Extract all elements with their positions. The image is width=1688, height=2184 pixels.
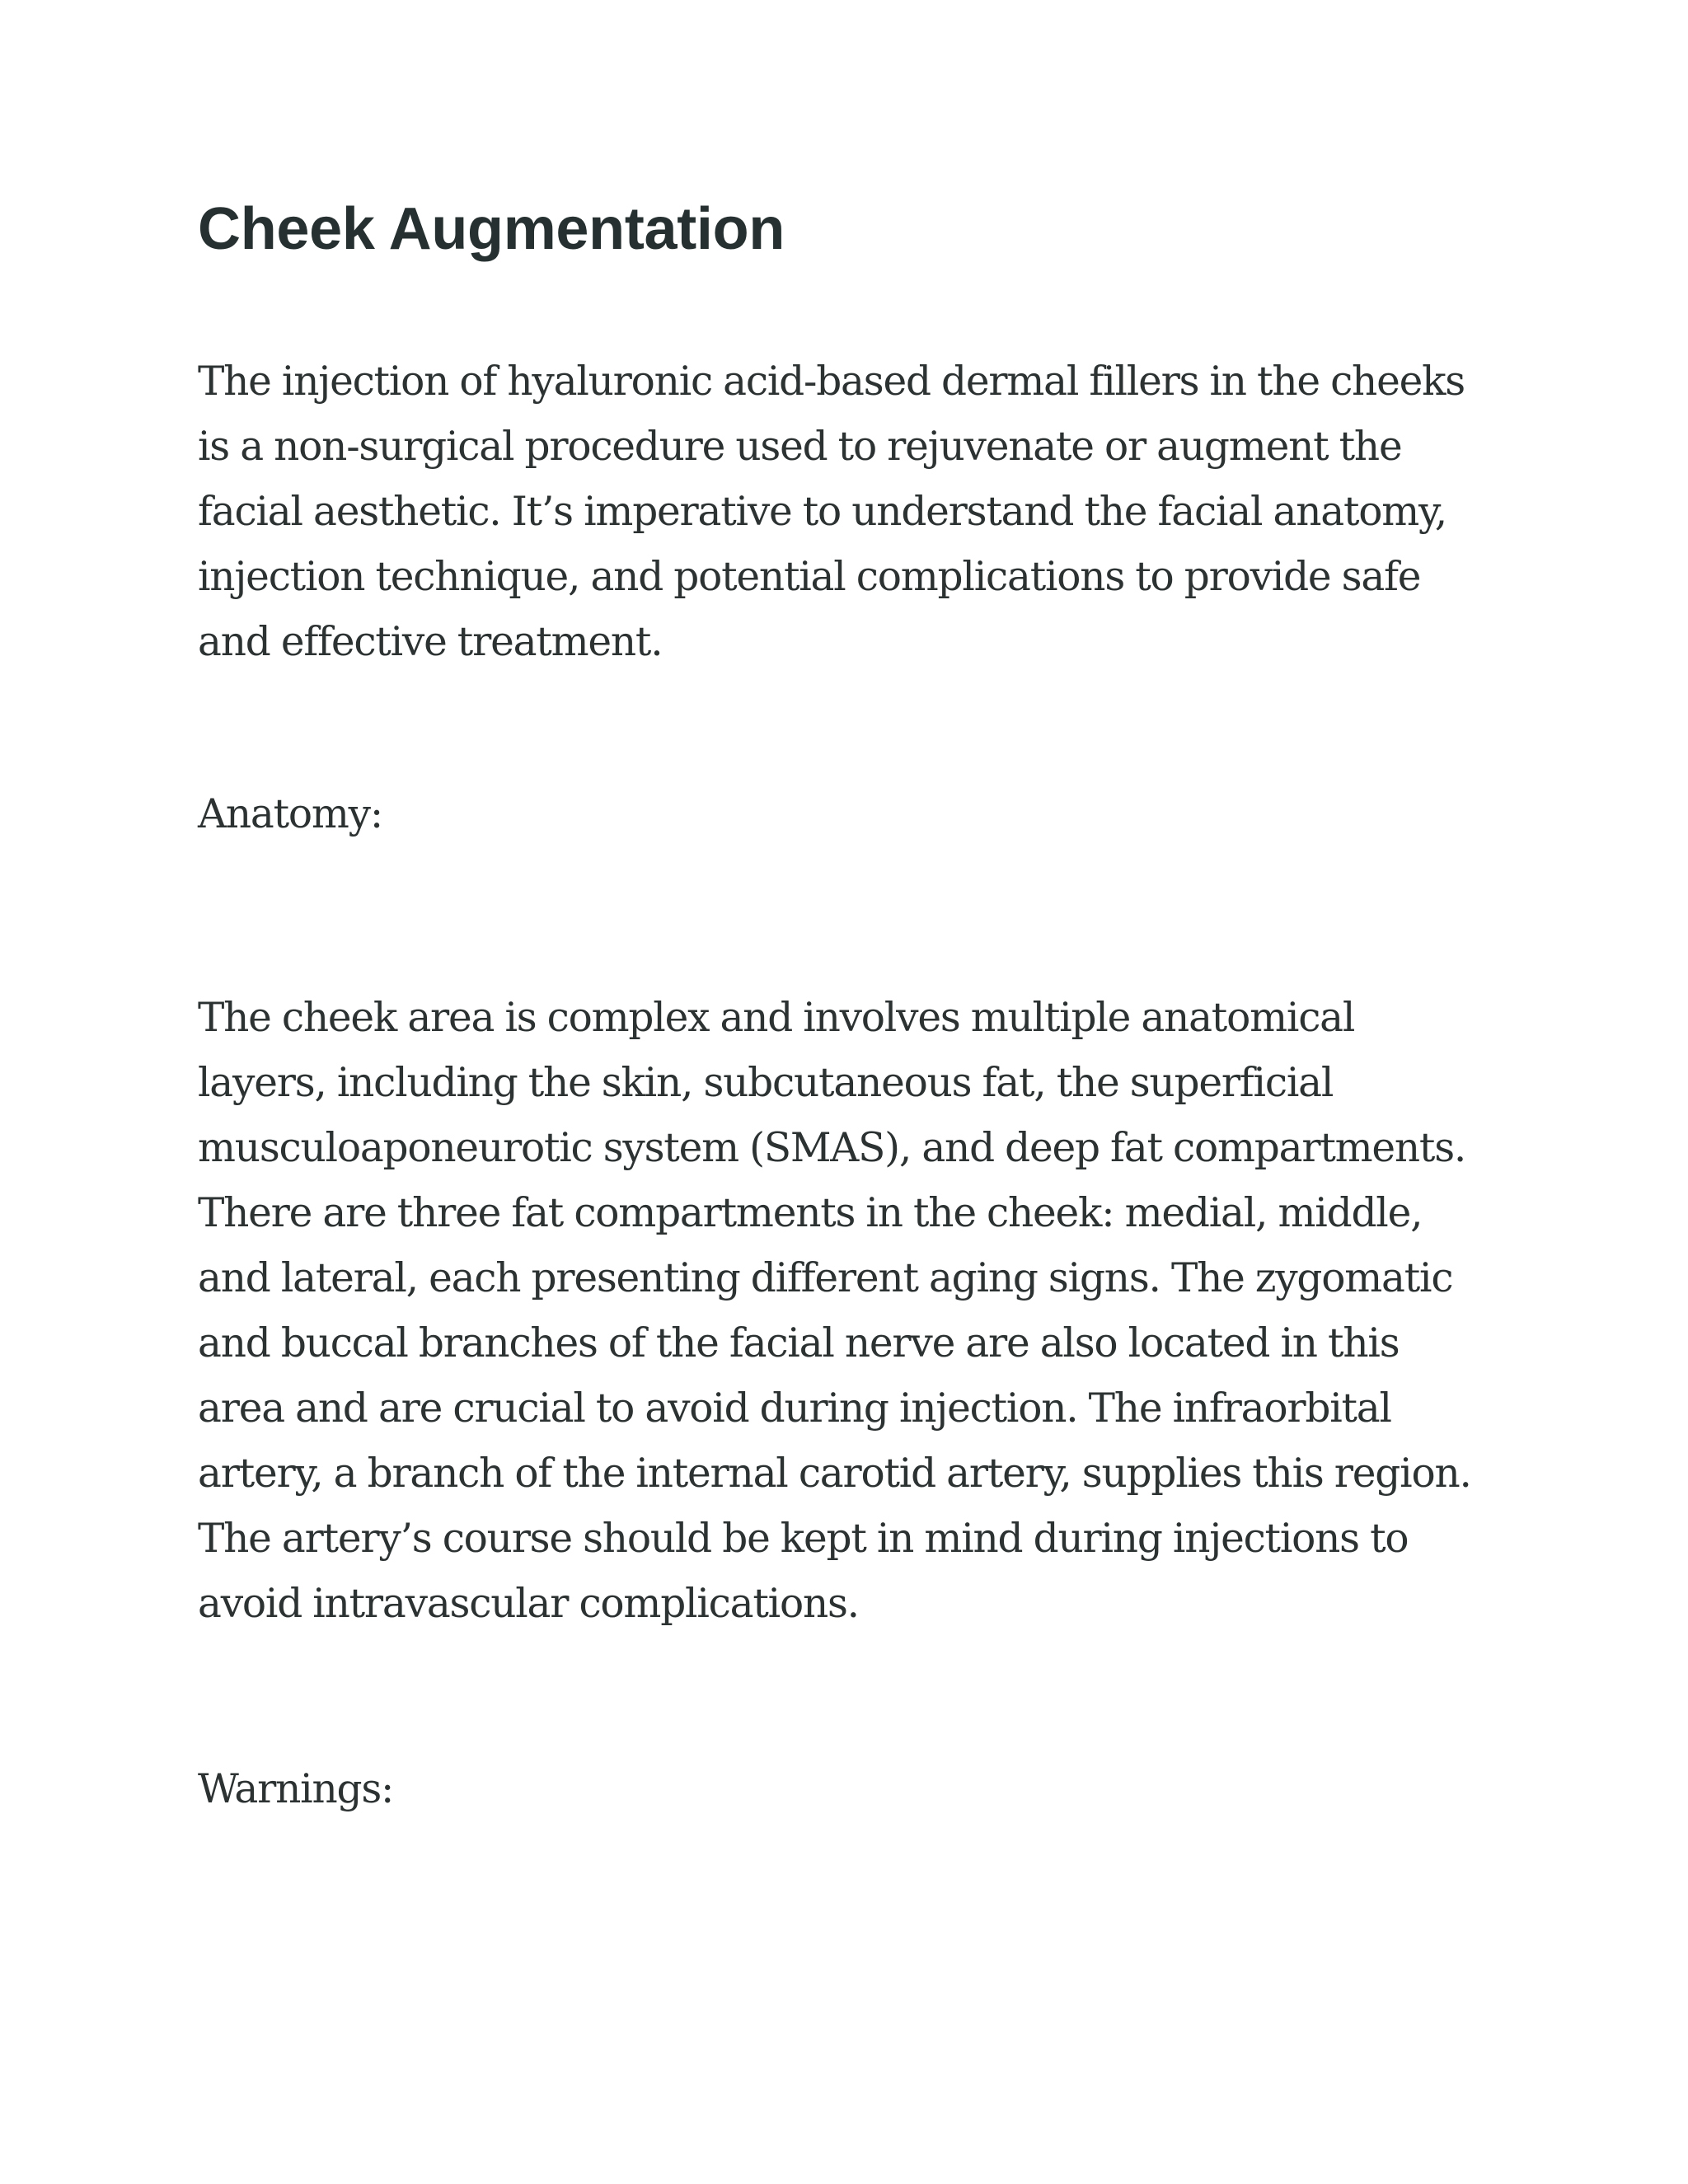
anatomy-heading: Anatomy: bbox=[198, 791, 382, 837]
intro-paragraph: The injection of hyaluronic acid-based dermal fillers in the cheeks is a non-surgical procedure used to rejuvenate or augment the facial aesthetic. It’s imperative to understand the facial anatomy, injection technique, and potential complications to provide safe and effective treatment. bbox=[198, 359, 1465, 665]
document-content bbox=[198, 191, 1484, 1822]
warnings-heading: Warnings: bbox=[198, 1766, 394, 1812]
anatomy-paragraph: The cheek area is complex and involves multiple anatomical layers, including the skin, subcutaneous fat, the superficial musculoaponeurotic system (SMAS), and deep fat compartments. There are three fat compartments in the cheek: medial, middle, and lateral, each presenting different aging signs. The zygomatic and buccal branches of the facial nerve are also located in this area and are crucial to avoid during injection. The infraorbital artery, a branch of the internal carotid artery, supplies this region. The artery’s course should be kept in mind during injections to avoid intravascular complications. bbox=[198, 995, 1471, 1627]
page-title: Cheek Augmentation bbox=[198, 196, 785, 262]
